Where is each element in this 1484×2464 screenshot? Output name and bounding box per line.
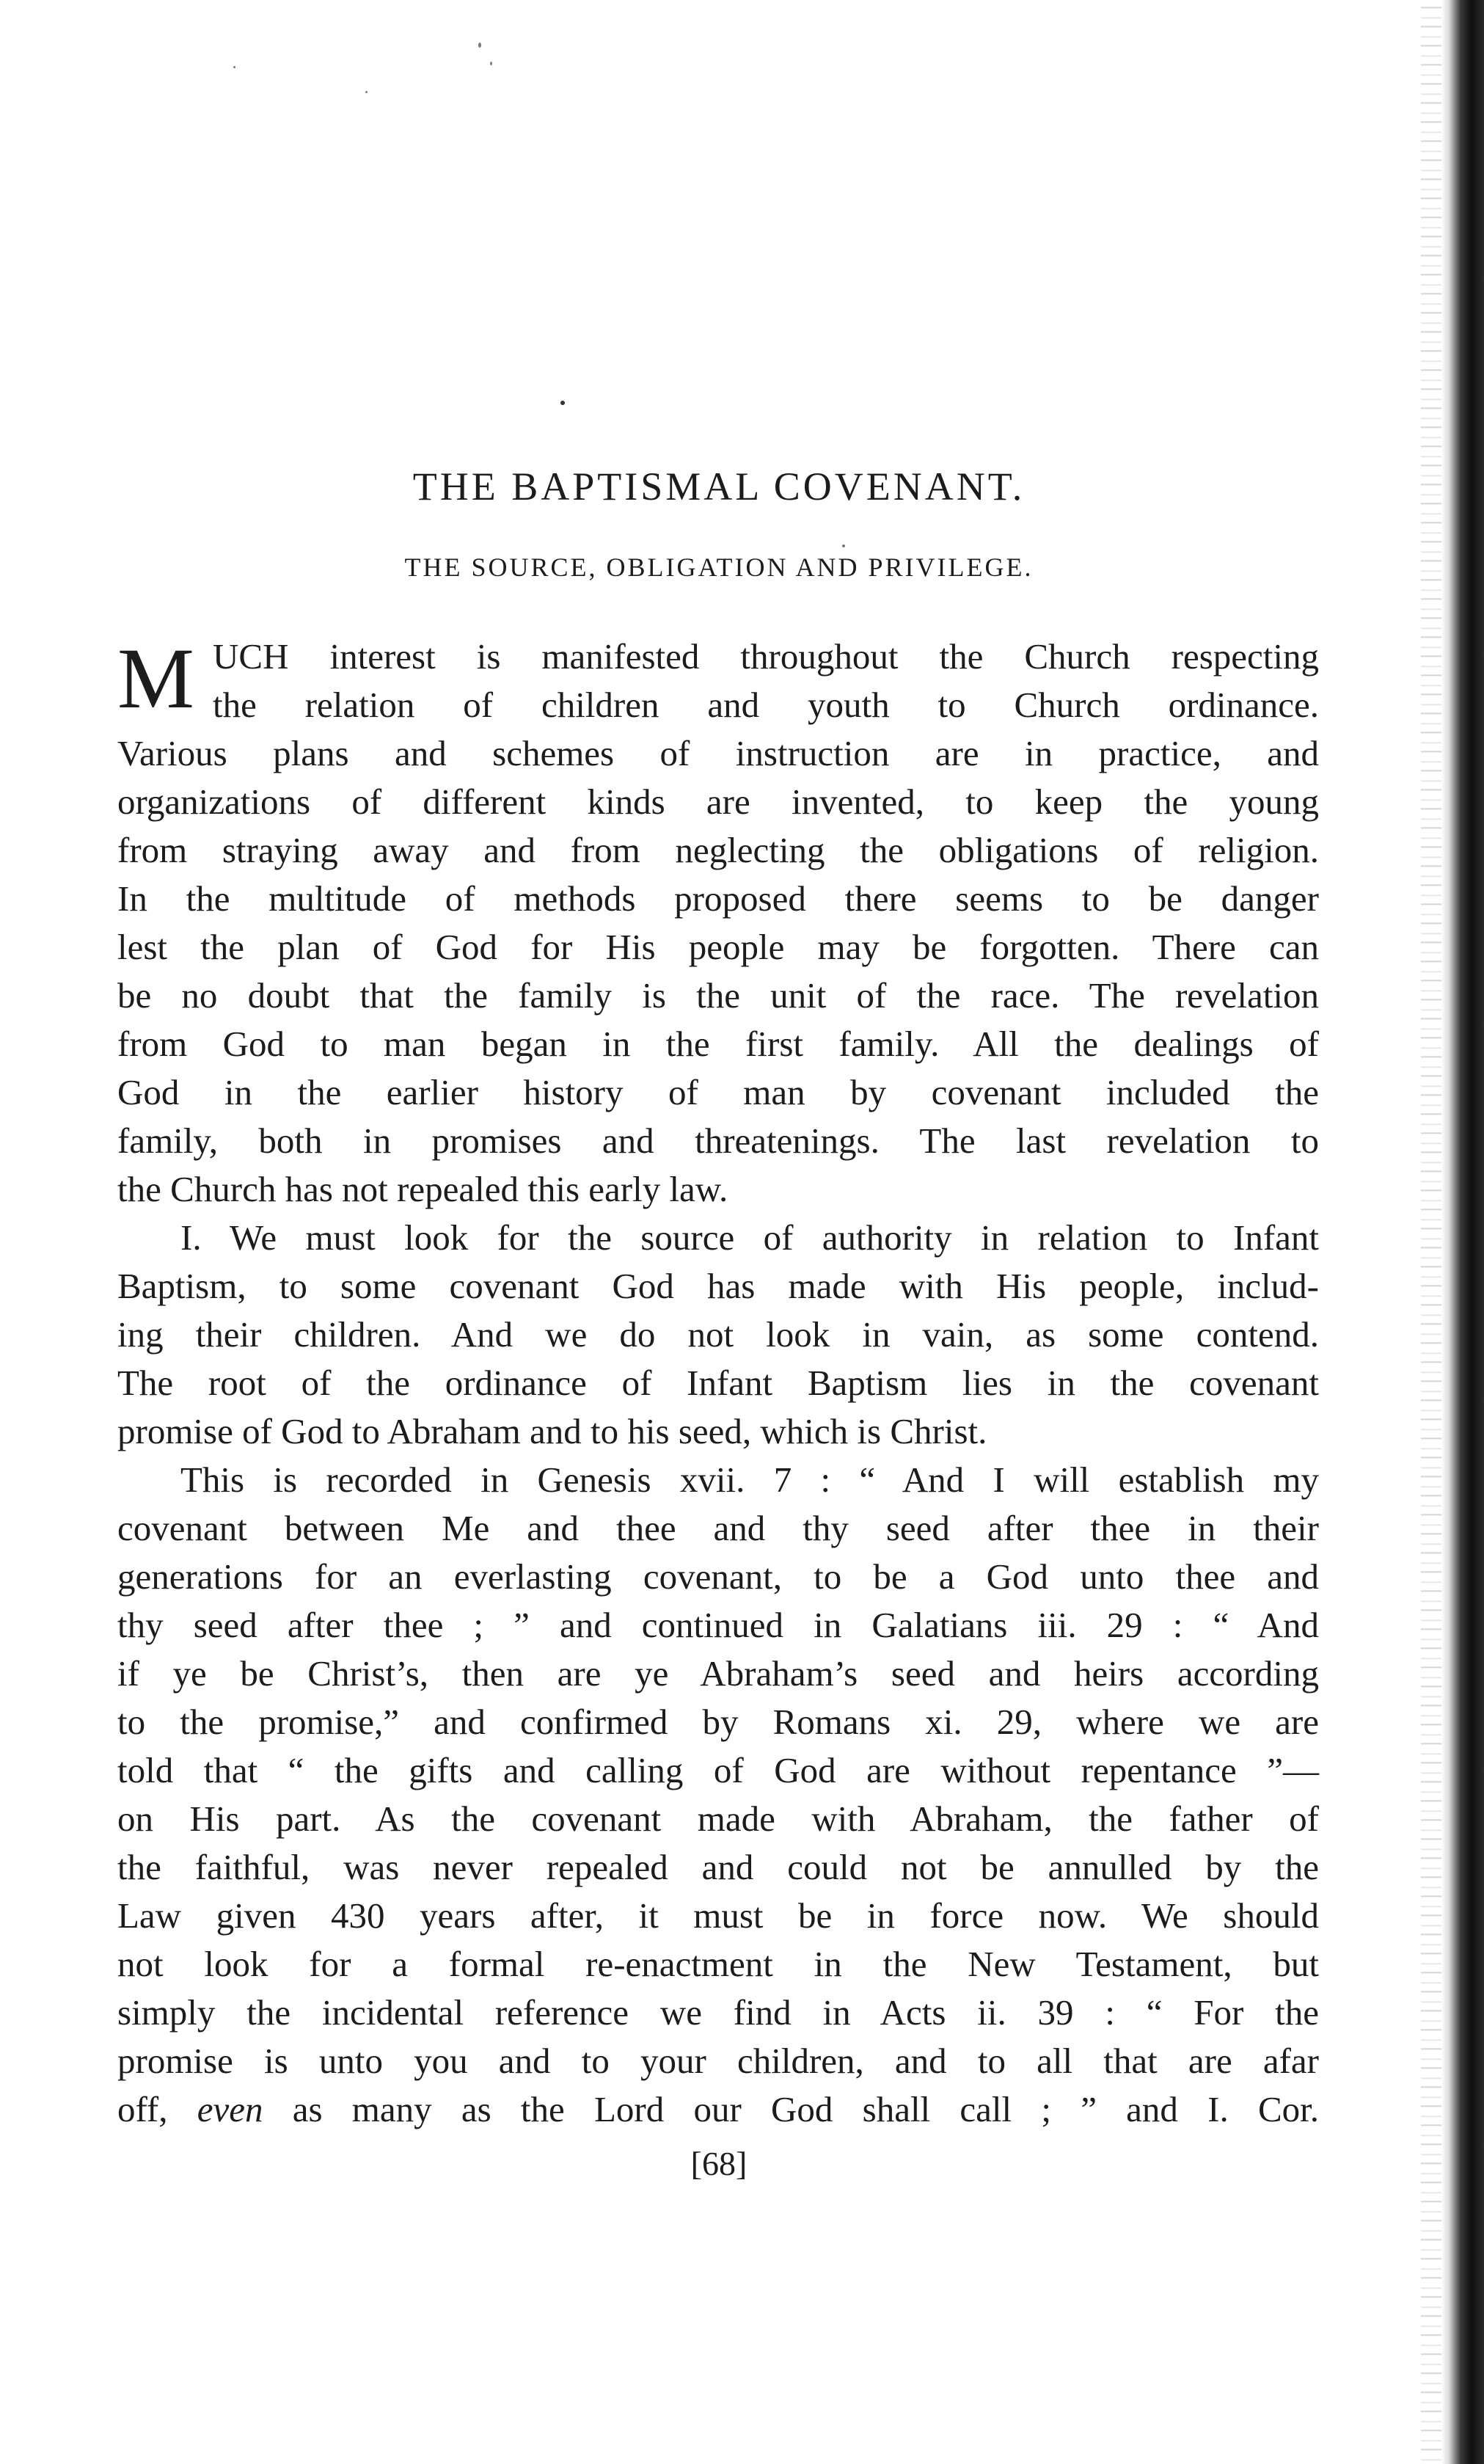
text-line: lest the plan of God for His people may be forgotten. There can: [117, 927, 1319, 967]
scan-speck: [233, 66, 235, 68]
text-line: This is recorded in Genesis xvii. 7 : “ And I will establish my: [180, 1459, 1319, 1500]
text-line: on His part. As the covenant made with Abraham, the father of: [117, 1798, 1319, 1839]
scan-edge-shadow: [1441, 0, 1484, 2464]
text-line: thy seed after thee ; ” and continued in Galatians iii. 29 : “ And: [117, 1605, 1319, 1645]
body-text: [117, 630, 1319, 2134]
text-line: UCH interest is manifested throughout the Church respecting: [213, 636, 1319, 677]
scan-edge-speckle: [1421, 0, 1441, 2464]
text-line: if ye be Christ’s, then are ye Abraham’s seed and heirs according: [117, 1653, 1319, 1694]
scan-speck: [560, 401, 565, 405]
text-line: promise is unto you and to your children, and to all that are afar: [117, 2041, 1319, 2081]
drop-cap: M: [117, 630, 194, 726]
text-line: be no doubt that the family is the unit of the race. The revelation: [117, 975, 1319, 1016]
text-line: Law given 430 years after, it must be in force now. We should: [117, 1895, 1319, 1936]
text-line: promise of God to Abraham and to his seed, which is Christ.: [117, 1411, 987, 1451]
text-line: Baptism, to some covenant God has made with His people, includ-: [117, 1266, 1319, 1306]
text-line: the relation of children and youth to Church ordinance.: [213, 685, 1319, 725]
text-line: family, both in promises and threatenings. The last revelation to: [117, 1120, 1319, 1161]
text-line: organizations of different kinds are invented, to keep the young: [117, 781, 1319, 822]
page-title: THE BAPTISMAL COVENANT.: [412, 464, 1026, 509]
text-line: told that “ the gifts and calling of God are without repentance ”—: [117, 1750, 1319, 1790]
page-number: [68]: [690, 2145, 748, 2182]
scan-speck: [365, 91, 368, 93]
text-line: the Church has not repealed this early law.: [117, 1169, 728, 1209]
text-line-final: [117, 2085, 1319, 2134]
text-line: generations for an everlasting covenant, to be a God unto thee and: [117, 1556, 1319, 1597]
text-line: from God to man began in the first family. All the dealings of: [117, 1024, 1319, 1064]
text-fragment: off,: [117, 2089, 197, 2129]
scan-speck: [478, 43, 481, 48]
text-line: to the promise,” and confirmed by Romans xi. 29, where we are: [117, 1702, 1319, 1742]
text-line: The root of the ordinance of Infant Baptism lies in the covenant: [117, 1363, 1319, 1403]
text-line: Various plans and schemes of instruction are in practice, and: [117, 733, 1319, 773]
text-line: I. We must look for the source of authority in relation to Infant: [180, 1217, 1319, 1258]
italic-word: even: [197, 2089, 263, 2129]
text-line: In the multitude of methods proposed there seems to be danger: [117, 878, 1319, 919]
text-fragment: as many as the Lord our God shall call ; ” and I. Cor.: [263, 2089, 1319, 2129]
page-subtitle: THE SOURCE, OBLIGATION AND PRIVILEGE.: [404, 553, 1034, 582]
text-line: simply the incidental reference we find in Acts ii. 39 : “ For the: [117, 1992, 1319, 2033]
text-line: from straying away and from neglecting the obligations of religion.: [117, 830, 1319, 870]
text-line: not look for a formal re-enactment in the New Testament, but: [117, 1944, 1319, 1984]
text-line: ing their children. And we do not look in vain, as some contend.: [117, 1314, 1319, 1355]
text-line: God in the earlier history of man by covenant included the: [117, 1072, 1319, 1112]
text-line: covenant between Me and thee and thy seed after thee in their: [117, 1508, 1319, 1548]
text-line: the faithful, was never repealed and could not be annulled by the: [117, 1847, 1319, 1887]
scan-speck: [842, 544, 845, 547]
scan-speck: [490, 62, 492, 65]
